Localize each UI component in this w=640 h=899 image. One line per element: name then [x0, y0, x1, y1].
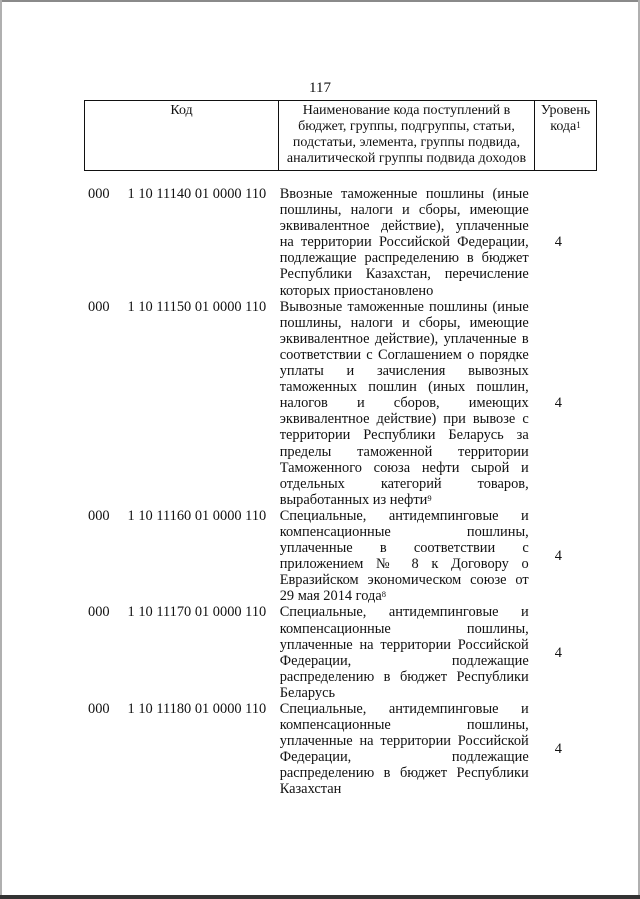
row-footnote: 9 — [427, 492, 432, 503]
header-name-label: Наименование кода поступлений в бюджет, группы, подгруппы, статьи, подстатьи, элемента, группы подвида, аналитической группы подвида доходов — [286, 103, 527, 166]
row-level: 4 — [554, 395, 562, 412]
row-code: 1 10 11170 01 0000 110 — [127, 604, 267, 621]
table-row — [88, 186, 588, 299]
row-prefix: 000 — [88, 507, 110, 524]
row-code: 1 10 11160 01 0000 110 — [127, 507, 267, 524]
row-name-text: Вывозные таможенные пошлины (иные пошлины, налоги и сборы, имеющие эквивалентное действие), уплаченные в соответствии с Соглашением о порядке уплаты и зачисления вывозных таможенных пошлин (иных пошлин, налогов и сборов, имеющих эквивалентное действие) при вывозе с территории Республики Беларусь за пределы таможенной территории Таможенного союза нефти сырой и отдельных категорий товаров, выработанных из нефти — [279, 298, 529, 508]
row-name — [280, 299, 529, 508]
row-footnote: 8 — [381, 589, 386, 600]
row-code: 1 10 11150 01 0000 110 — [127, 298, 267, 315]
table-row — [88, 701, 588, 798]
row-name-text: Ввозные таможенные пошлины (иные пошлины, налоги и сборы, имеющие эквивалентное действие), уплаченные на территории Российской Федерации, подлежащие распределению в бюджет Республики Казахстан, перечисление которых приостановлено — [279, 186, 529, 299]
row-code: 1 10 11180 01 0000 110 — [127, 701, 267, 717]
row-level: 4 — [554, 741, 562, 758]
code-list — [88, 186, 588, 798]
table-row — [88, 299, 588, 508]
table-header — [84, 100, 597, 171]
header-row — [85, 101, 597, 171]
page-number: 117 — [309, 80, 331, 96]
row-prefix: 000 — [88, 604, 110, 621]
header-level-footnote: 1 — [576, 120, 581, 130]
header-code-label: Код — [170, 103, 193, 118]
row-name-text: Специальные, антидемпинговые и компенсационные пошлины, уплаченные на территории Российской Федерации, подлежащие распределению в бюджет Республики Беларусь — [279, 604, 529, 701]
row-name-text: Специальные, антидемпинговые и компенсационные пошлины, уплаченные на территории Российской Федерации, подлежащие распределению в бюджет Республики Казахстан — [279, 701, 529, 798]
scan-edge-left — [0, 0, 2, 899]
row-name — [280, 701, 529, 798]
row-name — [280, 604, 529, 701]
row-prefix: 000 — [88, 298, 110, 315]
scan-edge-top — [0, 0, 640, 2]
row-name-text: Специальные, антидемпинговые и компенсационные пошлины, уплаченные в соответствии с приложением № 8 к Договору о Евразийском экономическом союзе от 29 мая 2014 года — [279, 507, 529, 605]
header-level-cell — [535, 101, 597, 171]
row-name — [280, 186, 529, 299]
row-level: 4 — [554, 644, 562, 661]
header-code-cell — [85, 101, 279, 171]
scan-edge-bottom — [0, 895, 640, 899]
header-level-label: Уровень кода — [540, 103, 591, 134]
row-prefix: 000 — [88, 701, 110, 717]
table-row — [88, 604, 588, 701]
row-level: 4 — [554, 234, 562, 251]
header-name-cell — [279, 101, 535, 171]
table-row — [88, 508, 588, 605]
row-name — [280, 508, 529, 605]
row-prefix: 000 — [88, 186, 110, 202]
row-code: 1 10 11140 01 0000 110 — [127, 186, 267, 202]
row-level: 4 — [554, 548, 562, 565]
